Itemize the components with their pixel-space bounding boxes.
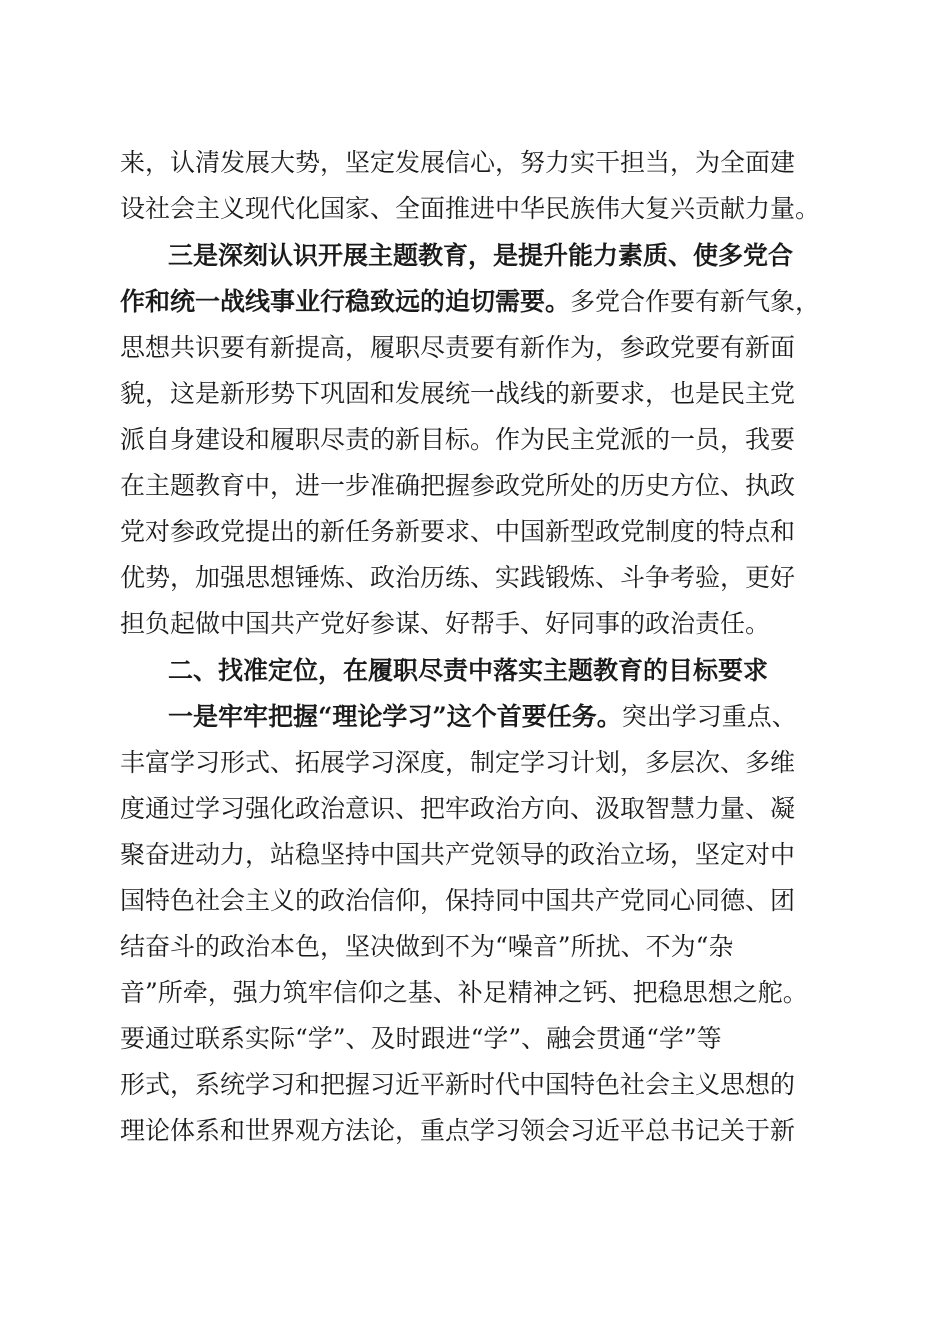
- body-line-24: [120, 1111, 840, 1151]
- body-line-22: [120, 1019, 840, 1059]
- body-line-23: [120, 1065, 840, 1105]
- body-line-20: [120, 927, 840, 967]
- line-text: 音”所牵，强力筑牢信仰之基、补足精神之钙、把稳思想之舵。: [120, 978, 808, 1007]
- line-text: 党对参政党提出的新任务新要求、中国新型政党制度的特点和: [120, 517, 796, 546]
- bold-lead-text: 一是牢牢把握“理论学习”这个首要任务。: [168, 702, 622, 731]
- line-text: 多党合作要有新气象，: [570, 287, 821, 316]
- line-text: 聚奋进动力，站稳坚持中国共产党领导的政治立场，坚定对中: [120, 840, 796, 869]
- point-three-line-1: [168, 236, 840, 276]
- body-line-19: [120, 881, 840, 921]
- bold-lead-text: 三是深刻认识开展主题教育，是提升能力素质、使多党合: [168, 241, 794, 270]
- line-text: 理论体系和世界观方法论，重点学习领会习近平总书记关于新: [120, 1116, 796, 1145]
- body-line-2: [120, 189, 840, 229]
- line-text: 国特色社会主义的政治信仰，保持同中国共产党同心同德、团: [120, 886, 796, 915]
- body-line-8: [120, 466, 840, 506]
- line-text: 设社会主义现代化国家、全面推进中华民族伟大复兴贡献力量。: [120, 194, 821, 223]
- body-line-10: [120, 558, 840, 598]
- point-one-line-1: [168, 697, 840, 737]
- line-text: 优势，加强思想锤炼、政治历练、实践锻炼、斗争考验，更好: [120, 563, 796, 592]
- body-line-9: [120, 512, 840, 552]
- line-text: 形式，系统学习和把握习近平新时代中国特色社会主义思想的: [120, 1070, 796, 1099]
- line-text: 派自身建设和履职尽责的新目标。作为民主党派的一员，我要: [120, 425, 796, 454]
- body-line-7: [120, 420, 840, 460]
- line-text: 要通过联系实际“学”、及时跟进“学”、融会贯通“学”等: [120, 1024, 722, 1053]
- line-text: 丰富学习形式、拓展学习深度，制定学习计划，多层次、多维: [120, 748, 796, 777]
- body-line-21: [120, 973, 840, 1013]
- body-line-6: [120, 374, 840, 414]
- line-text: 突出学习重点、: [621, 702, 797, 731]
- body-line-1: [120, 143, 840, 183]
- line-text: 担负起做中国共产党好参谋、好帮手、好同事的政治责任。: [120, 609, 771, 638]
- body-line-5: [120, 328, 840, 368]
- line-text: 度通过学习强化政治意识、把牢政治方向、汲取智慧力量、凝: [120, 794, 796, 823]
- body-line-17: [120, 789, 840, 829]
- line-text: 结奋斗的政治本色，坚决做到不为“噪音”所扰、不为“杂: [120, 932, 734, 961]
- body-line-18: [120, 835, 840, 875]
- body-line-16: [120, 743, 840, 783]
- line-text: 在主题教育中，进一步准确把握参政党所处的历史方位、执政: [120, 471, 796, 500]
- section-heading-text: 二、找准定位，在履职尽责中落实主题教育的目标要求: [168, 656, 769, 685]
- point-three-line-2: [120, 282, 840, 322]
- body-line-11: [120, 604, 840, 644]
- line-text: 来，认清发展大势，坚定发展信心，努力实干担当，为全面建: [120, 148, 796, 177]
- line-text: 思想共识要有新提高，履职尽责要有新作为，参政党要有新面: [120, 333, 796, 362]
- line-text: 貌，这是新形势下巩固和发展统一战线的新要求，也是民主党: [120, 379, 796, 408]
- bold-lead-text: 作和统一战线事业行稳致远的迫切需要。: [120, 287, 571, 316]
- section-heading: [168, 651, 840, 691]
